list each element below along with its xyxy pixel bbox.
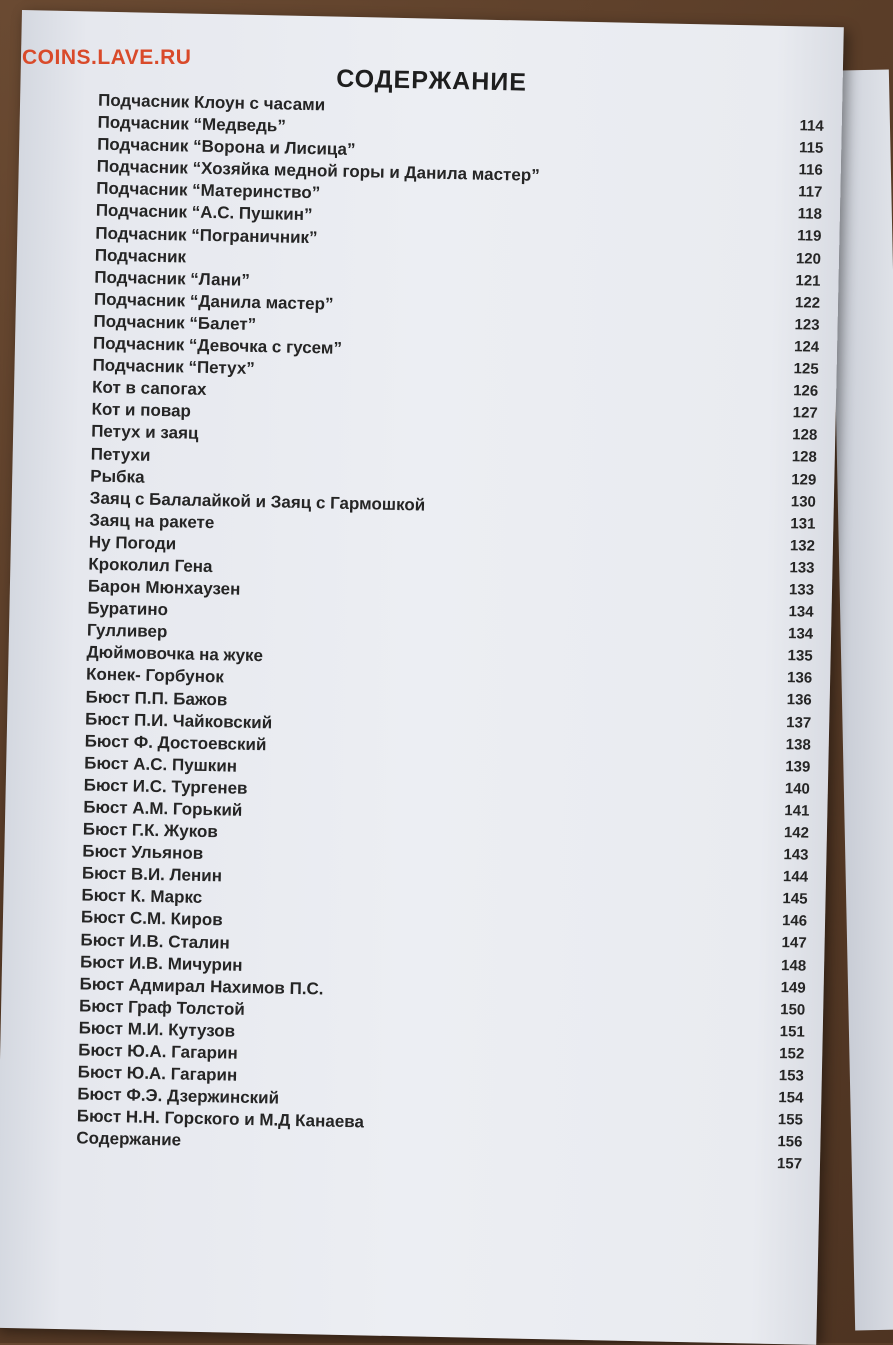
toc-entry-title: Бюст Ю.А. Гагарин — [78, 1040, 238, 1063]
toc-entry-title: Подчасник — [94, 245, 187, 267]
watermark: COINS.LAVE.RU — [22, 46, 192, 69]
toc-entry-page: 133 — [789, 559, 815, 577]
toc-entry-page: 136 — [786, 691, 812, 710]
toc-entry-title: Рыбка — [90, 466, 145, 487]
toc-entry-page: 120 — [795, 249, 822, 268]
page-title: СОДЕРЖАНИЕ — [335, 64, 528, 97]
toc-entry-title: Бюст Ф.Э. Дзержинский — [77, 1084, 280, 1108]
toc-entry-title: Подчасник “Балет” — [93, 311, 257, 334]
toc-entry-title: Бюст Г.К. Жуков — [82, 819, 219, 842]
toc-entry-page: 154 — [778, 1089, 804, 1107]
book-page — [0, 10, 844, 1345]
toc-entry-title: Гулливер — [86, 620, 168, 642]
toc-entry-title: Бюст С.М. Киров — [80, 907, 223, 930]
toc-entry-page: 116 — [798, 161, 823, 179]
toc-entry-page: 121 — [795, 271, 821, 290]
toc-entry-page: 146 — [781, 912, 808, 931]
toc-entry-page: 137 — [786, 713, 812, 732]
toc-entry-page: 148 — [780, 956, 807, 975]
toc-entry-title: Кот и повар — [91, 399, 192, 421]
toc-entry-page: 134 — [787, 625, 814, 643]
toc-entry-page: 131 — [790, 514, 816, 533]
toc-entry-page: 125 — [793, 360, 819, 378]
toc-entry-page: 157 — [776, 1155, 803, 1173]
toc-entry-page: 126 — [792, 382, 819, 400]
toc-entry-title: Бюст В.И. Ленин — [81, 863, 223, 886]
toc-entry-page: 135 — [787, 647, 813, 665]
toc-entry-title: Бюст Ф. Достоевский — [84, 731, 267, 754]
toc-entry-title: Заяц на ракете — [89, 510, 215, 532]
toc-entry-page: 139 — [785, 757, 811, 776]
toc-entry-title: Бюст Адмирал Нахимов П.С. — [79, 974, 324, 999]
toc-entry-page: 118 — [797, 205, 823, 224]
toc-entry-title: Бюст П.П. Бажов — [85, 687, 228, 709]
toc-entry-title: Бюст А.С. Пушкин — [84, 753, 238, 776]
toc-entry-page: 117 — [797, 183, 823, 202]
toc-entry-title: Заяц с Балалайкой и Заяц с Гармошкой — [89, 488, 426, 515]
toc-entry-page: 138 — [785, 735, 811, 754]
toc-entry-page: 142 — [783, 824, 810, 842]
toc-entry-page: 151 — [779, 1022, 805, 1041]
toc-entry-title: Подчасник “Пограничник” — [95, 223, 318, 247]
toc-entry-title: Бюст Н.Н. Горского и М.Д Канаева — [76, 1106, 365, 1132]
table-of-contents — [76, 90, 824, 1173]
toc-entry-page: 140 — [784, 779, 811, 798]
toc-entry-title: Подчасник “Медведь” — [97, 112, 287, 136]
toc-entry-title: Бюст А.М. Горький — [83, 797, 243, 820]
toc-entry-page: 134 — [788, 603, 814, 621]
toc-entry-page: 155 — [777, 1111, 804, 1129]
toc-entry-title: Петухи — [90, 444, 151, 465]
toc-entry-page: 147 — [781, 934, 807, 953]
toc-entry-title: Кот в сапогах — [91, 377, 207, 400]
toc-entry-page: 145 — [782, 890, 808, 908]
toc-entry-title: Бюст М.И. Кутузов — [78, 1018, 236, 1041]
toc-entry-page: 143 — [783, 846, 809, 864]
toc-entry-page: 130 — [790, 492, 817, 511]
toc-entry-page: 150 — [780, 1000, 806, 1019]
toc-entry-page: 122 — [794, 294, 821, 312]
toc-entry-title: Дюймовочка на жуке — [86, 642, 264, 666]
toc-entry-title: Бюст Ю.А. Гагарин — [77, 1062, 238, 1085]
toc-entry-page: 133 — [788, 581, 815, 599]
toc-entry-title: Петух и заяц — [90, 421, 199, 444]
toc-entry-title: Буратино — [87, 598, 169, 620]
toc-entry-page: 129 — [791, 470, 817, 489]
toc-entry-page: 149 — [780, 978, 806, 997]
toc-entry-title: Подчасник “Лани” — [94, 267, 251, 290]
toc-entry-title: Подчасник Клоун с часами — [97, 90, 326, 115]
toc-entry-title: Бюст К. Маркс — [81, 885, 203, 908]
toc-entry-title: Кроколил Гена — [88, 554, 213, 577]
toc-entry-title: Бюст П.И. Чайковский — [84, 709, 273, 733]
toc-entry-page: 144 — [782, 868, 809, 886]
toc-entry-title: Подчасник “А.С. Пушкин” — [95, 201, 313, 225]
toc-entry-page: 114 — [799, 117, 824, 135]
toc-entry-page: 132 — [789, 536, 816, 555]
toc-entry-title: Бюст И.В. Мичурин — [79, 952, 243, 975]
toc-entry-title: Содержание — [76, 1128, 182, 1150]
toc-entry-title: Подчасник “Ворона и Лисица” — [97, 134, 356, 160]
toc-entry-title: Бюст И.С. Тургенев — [83, 775, 248, 798]
toc-entry-page: 128 — [792, 426, 818, 445]
toc-entry-page: 128 — [791, 448, 817, 467]
toc-entry-title: Подчасник “Данила мастер” — [93, 289, 334, 314]
toc-entry-page: 156 — [777, 1133, 803, 1151]
toc-entry-page: 119 — [797, 227, 822, 246]
toc-entry-page: 152 — [779, 1045, 805, 1063]
toc-entry-page: 115 — [798, 139, 824, 157]
toc-entry-page: 141 — [784, 802, 810, 820]
toc-entry-title: Подчасник “Хозяйка медной горы и Данила мастер” — [96, 156, 540, 186]
toc-entry-title: Бюст Ульянов — [82, 841, 204, 864]
toc-entry-page: 123 — [794, 316, 820, 334]
toc-entry-page: 124 — [793, 338, 820, 356]
toc-entry-title: Ну Погоди — [88, 532, 177, 554]
toc-entry-title: Подчасник “Петух” — [92, 355, 255, 379]
toc-entry-title: Барон Мюнхаузен — [87, 576, 241, 599]
toc-entry-title: Бюст Граф Толстой — [78, 996, 246, 1019]
toc-entry-page: 136 — [786, 669, 813, 688]
toc-entry-title: Подчасник “Материнство” — [96, 178, 321, 203]
toc-entry-page: 153 — [778, 1067, 805, 1085]
toc-entry-title: Подчасник “Девочка с гусем” — [92, 333, 343, 358]
toc-entry-title: Конек- Горбунок — [85, 664, 225, 687]
toc-entry-page: 127 — [792, 404, 818, 422]
toc-entry-title: Бюст И.В. Сталин — [80, 929, 230, 953]
